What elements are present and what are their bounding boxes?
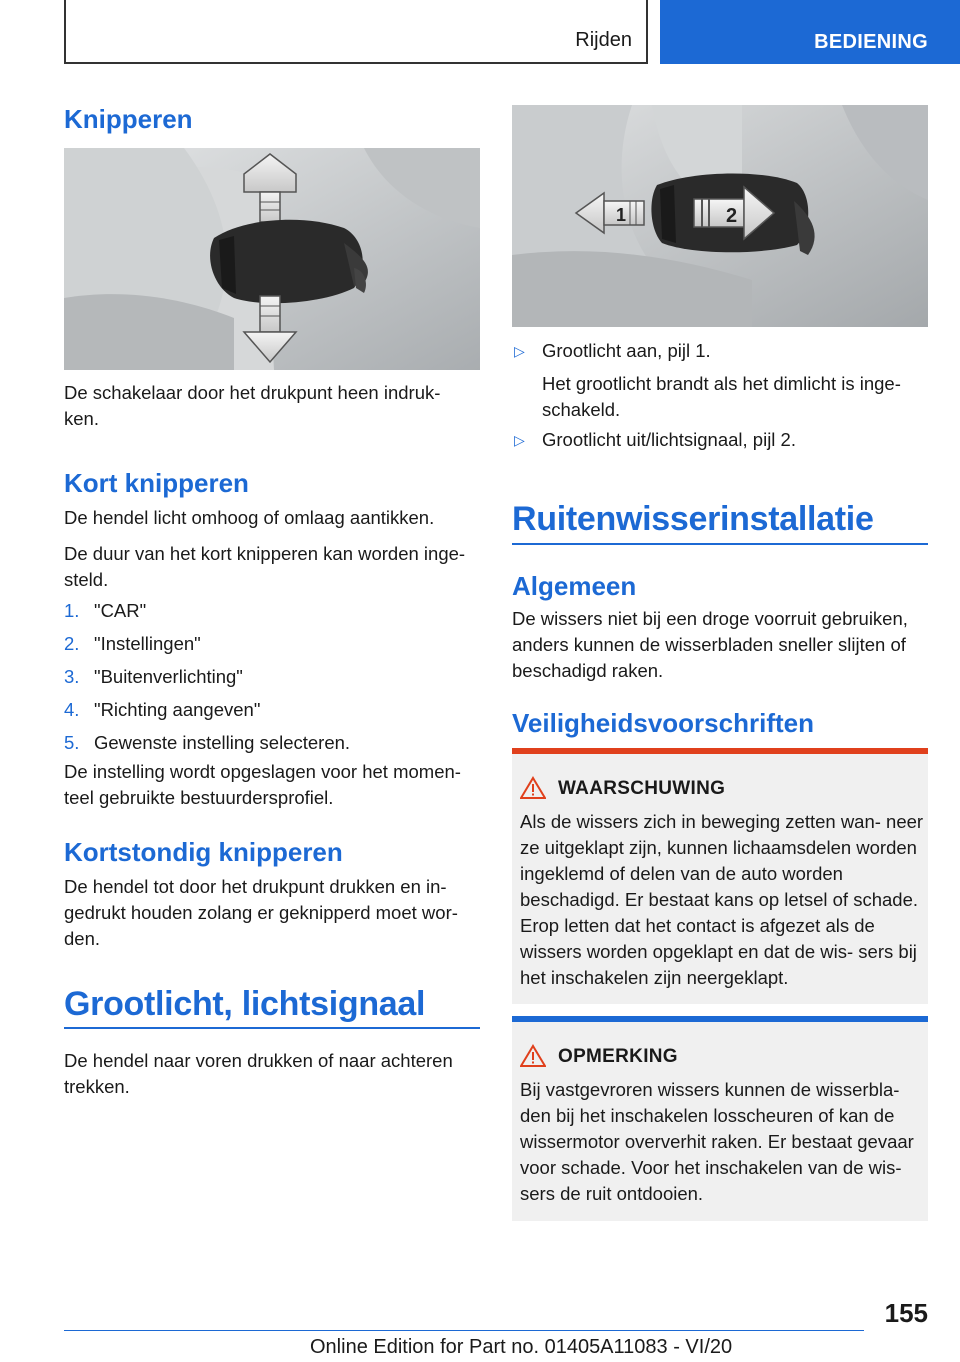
- heading-algemeen: Algemeen: [512, 571, 637, 601]
- list-item: [64, 598, 480, 631]
- header-section-title: Rijden: [575, 29, 632, 51]
- page-number: 155: [884, 1298, 928, 1328]
- notice-title: OPMERKING: [558, 1046, 678, 1067]
- list-item: [512, 427, 928, 453]
- step-text: "Richting aangeven": [94, 699, 261, 720]
- header-chapter-box: [660, 0, 960, 64]
- notice-text: Bij vastgevroren wissers kunnen de wisserbla- den bij het inschakelen losscheuren of kan de wissermotor oververhit raken. Er bestaat gevaar voor schade. Voor het inschakelen van de wis- sers de ruit ontdooien.: [520, 1079, 914, 1204]
- warning-text: Als de wissers zich in beweging zetten wan- neer ze uitgeklapt zijn, kunnen lichaamsdelen worden ingeklemd of delen van de auto worden beschadigd. Er bestaat kans op letsel of schade. Erop letten dat het contact is afgezet als de wissers worden opgeklapt en dat de wis- sers bij het inschakelen zijn neergeklapt.: [520, 811, 924, 988]
- warning-triangle-icon: [520, 1044, 546, 1068]
- figure-turn-signal-lever: [64, 148, 480, 370]
- step-text: "Instellingen": [94, 633, 201, 654]
- paragraph-kort-3: De instelling wordt opgeslagen voor het momen- teel gebruikte bestuurdersprofiel.: [64, 761, 461, 808]
- high-beam-bullets: [512, 338, 928, 453]
- notice-bar: [512, 1016, 928, 1022]
- heading-knipperen: Knipperen: [64, 104, 193, 134]
- warning-bar: [512, 748, 928, 754]
- list-item: [64, 697, 480, 730]
- heading-kort-knipperen: Kort knipperen: [64, 468, 249, 498]
- heading-kortstondig-knipperen: Kortstondig knipperen: [64, 837, 343, 867]
- triangle-bullet-icon: ▷: [514, 343, 525, 359]
- step-text: "Buitenverlichting": [94, 666, 243, 687]
- step-number: 5.: [64, 732, 80, 753]
- list-item: [64, 664, 480, 697]
- paragraph-kort-2: De duur van het kort knipperen kan worden inge- steld.: [64, 543, 466, 590]
- warning-box: [512, 748, 928, 1004]
- step-number: 4.: [64, 699, 80, 720]
- step-number: 1.: [64, 600, 80, 621]
- step-text: Gewenste instelling selecteren.: [94, 732, 351, 753]
- footer-rule: [64, 1330, 864, 1331]
- step-number: 3.: [64, 666, 80, 687]
- step-text: "CAR": [94, 600, 147, 621]
- paragraph-press-through: De schakelaar door het drukpunt heen indruk- ken.: [64, 382, 441, 429]
- bullet-subtext: Het grootlicht brandt als het dimlicht is inge- schakeld.: [542, 373, 901, 420]
- paragraph-kortstondig: De hendel tot door het drukpunt drukken en in- gedrukt houden zolang er geknipperd moet wor- den.: [64, 876, 458, 949]
- figure-high-beam-lever: [512, 105, 928, 327]
- figure-label-1: 1: [616, 205, 627, 225]
- heading-rule: [512, 543, 928, 545]
- list-item: [512, 338, 928, 422]
- heading-rule: [64, 1027, 480, 1029]
- footer-edition: Online Edition for Part no. 01405A11083 - VI/20: [310, 1336, 733, 1358]
- bullet-text: Grootlicht aan, pijl 1.: [542, 340, 711, 361]
- triangle-bullet-icon: ▷: [514, 432, 525, 448]
- header-section-box: [64, 0, 648, 64]
- figure-label-2: 2: [726, 205, 738, 227]
- step-number: 2.: [64, 633, 80, 654]
- bullet-text: Grootlicht uit/lichtsignaal, pijl 2.: [542, 429, 796, 450]
- paragraph-algemeen: De wissers niet bij een droge voorruit gebruiken, anders kunnen de wisserbladen sneller slijten of beschadigd raken.: [512, 608, 908, 681]
- heading-ruitenwisserinstallatie: Ruitenwisserinstallatie: [512, 500, 874, 538]
- paragraph-kort-1: De hendel licht omhoog of omlaag aantikken.: [64, 507, 435, 528]
- notice-box: [512, 1016, 928, 1221]
- warning-triangle-icon: [520, 776, 546, 800]
- list-item: [64, 631, 480, 664]
- header-chapter-title: BEDIENING: [814, 31, 928, 53]
- warning-title: WAARSCHUWING: [558, 778, 726, 799]
- heading-grootlicht: Grootlicht, lichtsignaal: [64, 985, 426, 1023]
- heading-veiligheidsvoorschriften: Veiligheidsvoorschriften: [512, 708, 814, 738]
- settings-steps-list: [64, 598, 480, 763]
- paragraph-grootlicht: De hendel naar voren drukken of naar achteren trekken.: [64, 1050, 453, 1097]
